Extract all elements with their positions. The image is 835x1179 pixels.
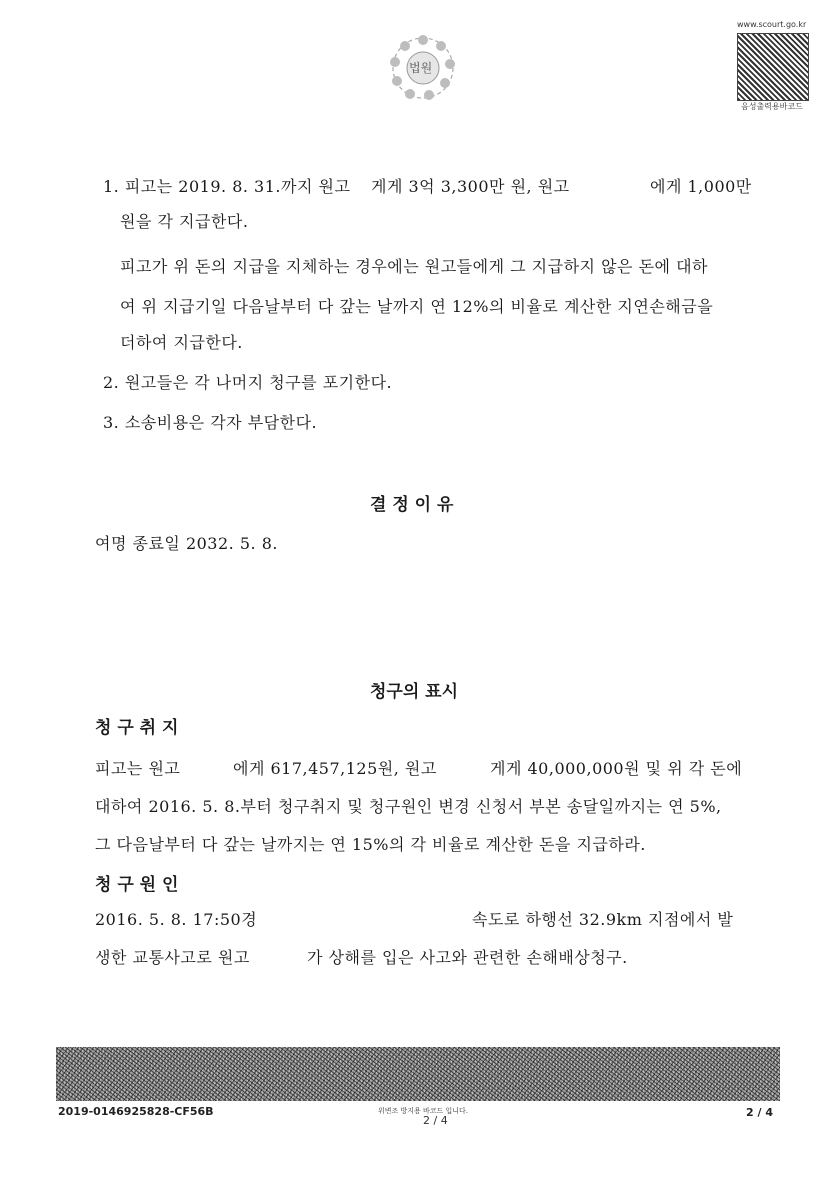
claim-purpose-line2: 대하여 2016. 5. 8.부터 청구취지 및 청구원인 변경 신청서 부본 송달일까지는 연 5%, bbox=[95, 797, 722, 816]
order-item1-line1c: 에게 1,000만 bbox=[650, 177, 752, 196]
order-item2: 2. 원고들은 각 나머지 청구를 포기한다. bbox=[103, 373, 393, 392]
court-seal bbox=[383, 28, 463, 108]
order-item1-line5: 더하여 지급한다. bbox=[120, 333, 243, 352]
seal-label: 법원 bbox=[409, 61, 433, 75]
order-item1-line1b: 게게 3억 3,300만 원, 원고 bbox=[371, 177, 570, 196]
order-item1-line1a: 1. 피고는 2019. 8. 31.까지 원고 bbox=[103, 177, 351, 196]
reasons-text: 여명 종료일 2032. 5. 8. bbox=[95, 534, 278, 553]
claim-cause-heading: 청 구 원 인 bbox=[95, 875, 179, 895]
anti-forgery-note: 위변조 방지용 바코드 입니다. bbox=[378, 1107, 469, 1115]
claim-purpose-line1b: 에게 617,457,125원, 원고 bbox=[233, 759, 437, 778]
voice-output-barcode bbox=[737, 33, 809, 101]
claim-cause-line1a: 2016. 5. 8. 17:50경 bbox=[95, 910, 258, 929]
claim-cause-line1b: 속도로 하행선 32.9km 지점에서 발 bbox=[472, 910, 734, 929]
reasons-title: 결 정 이 유 bbox=[370, 495, 454, 515]
claim-purpose-line3: 그 다음날부터 다 갚는 날까지는 연 15%의 각 비율로 계산한 돈을 지급하라. bbox=[95, 835, 646, 854]
anti-forgery-barcode bbox=[56, 1047, 780, 1101]
barcode-site-label: www.scourt.go.kr bbox=[737, 20, 807, 29]
order-item1-line3: 피고가 위 돈의 지급을 지체하는 경우에는 원고들에게 그 지급하지 않은 돈에 대하 bbox=[120, 257, 708, 276]
order-item1-line2: 원을 각 지급한다. bbox=[120, 212, 249, 231]
claim-cause-line2b: 가 상해를 입은 사고와 관련한 손해배상청구. bbox=[307, 948, 628, 967]
claim-purpose-line1c: 게게 40,000,000원 및 위 각 돈에 bbox=[490, 759, 743, 778]
order-item1-line4: 여 위 지급기일 다음날부터 다 갚는 날까지 연 12%의 비율로 계산한 지연손해금을 bbox=[120, 297, 714, 316]
barcode-caption: 음성출력용바코드 bbox=[741, 102, 803, 111]
page-number-right: 2 / 4 bbox=[746, 1106, 773, 1119]
claim-purpose-line1a: 피고는 원고 bbox=[95, 759, 181, 778]
claim-title: 청구의 표시 bbox=[370, 682, 459, 702]
document-id: 2019-0146925828-CF56B bbox=[58, 1105, 214, 1118]
order-item3: 3. 소송비용은 각자 부담한다. bbox=[103, 413, 318, 432]
page-number-center: 2 / 4 bbox=[423, 1114, 448, 1127]
claim-purpose-heading: 청 구 취 지 bbox=[95, 718, 179, 738]
claim-cause-line2a: 생한 교통사고로 원고 bbox=[95, 948, 250, 967]
